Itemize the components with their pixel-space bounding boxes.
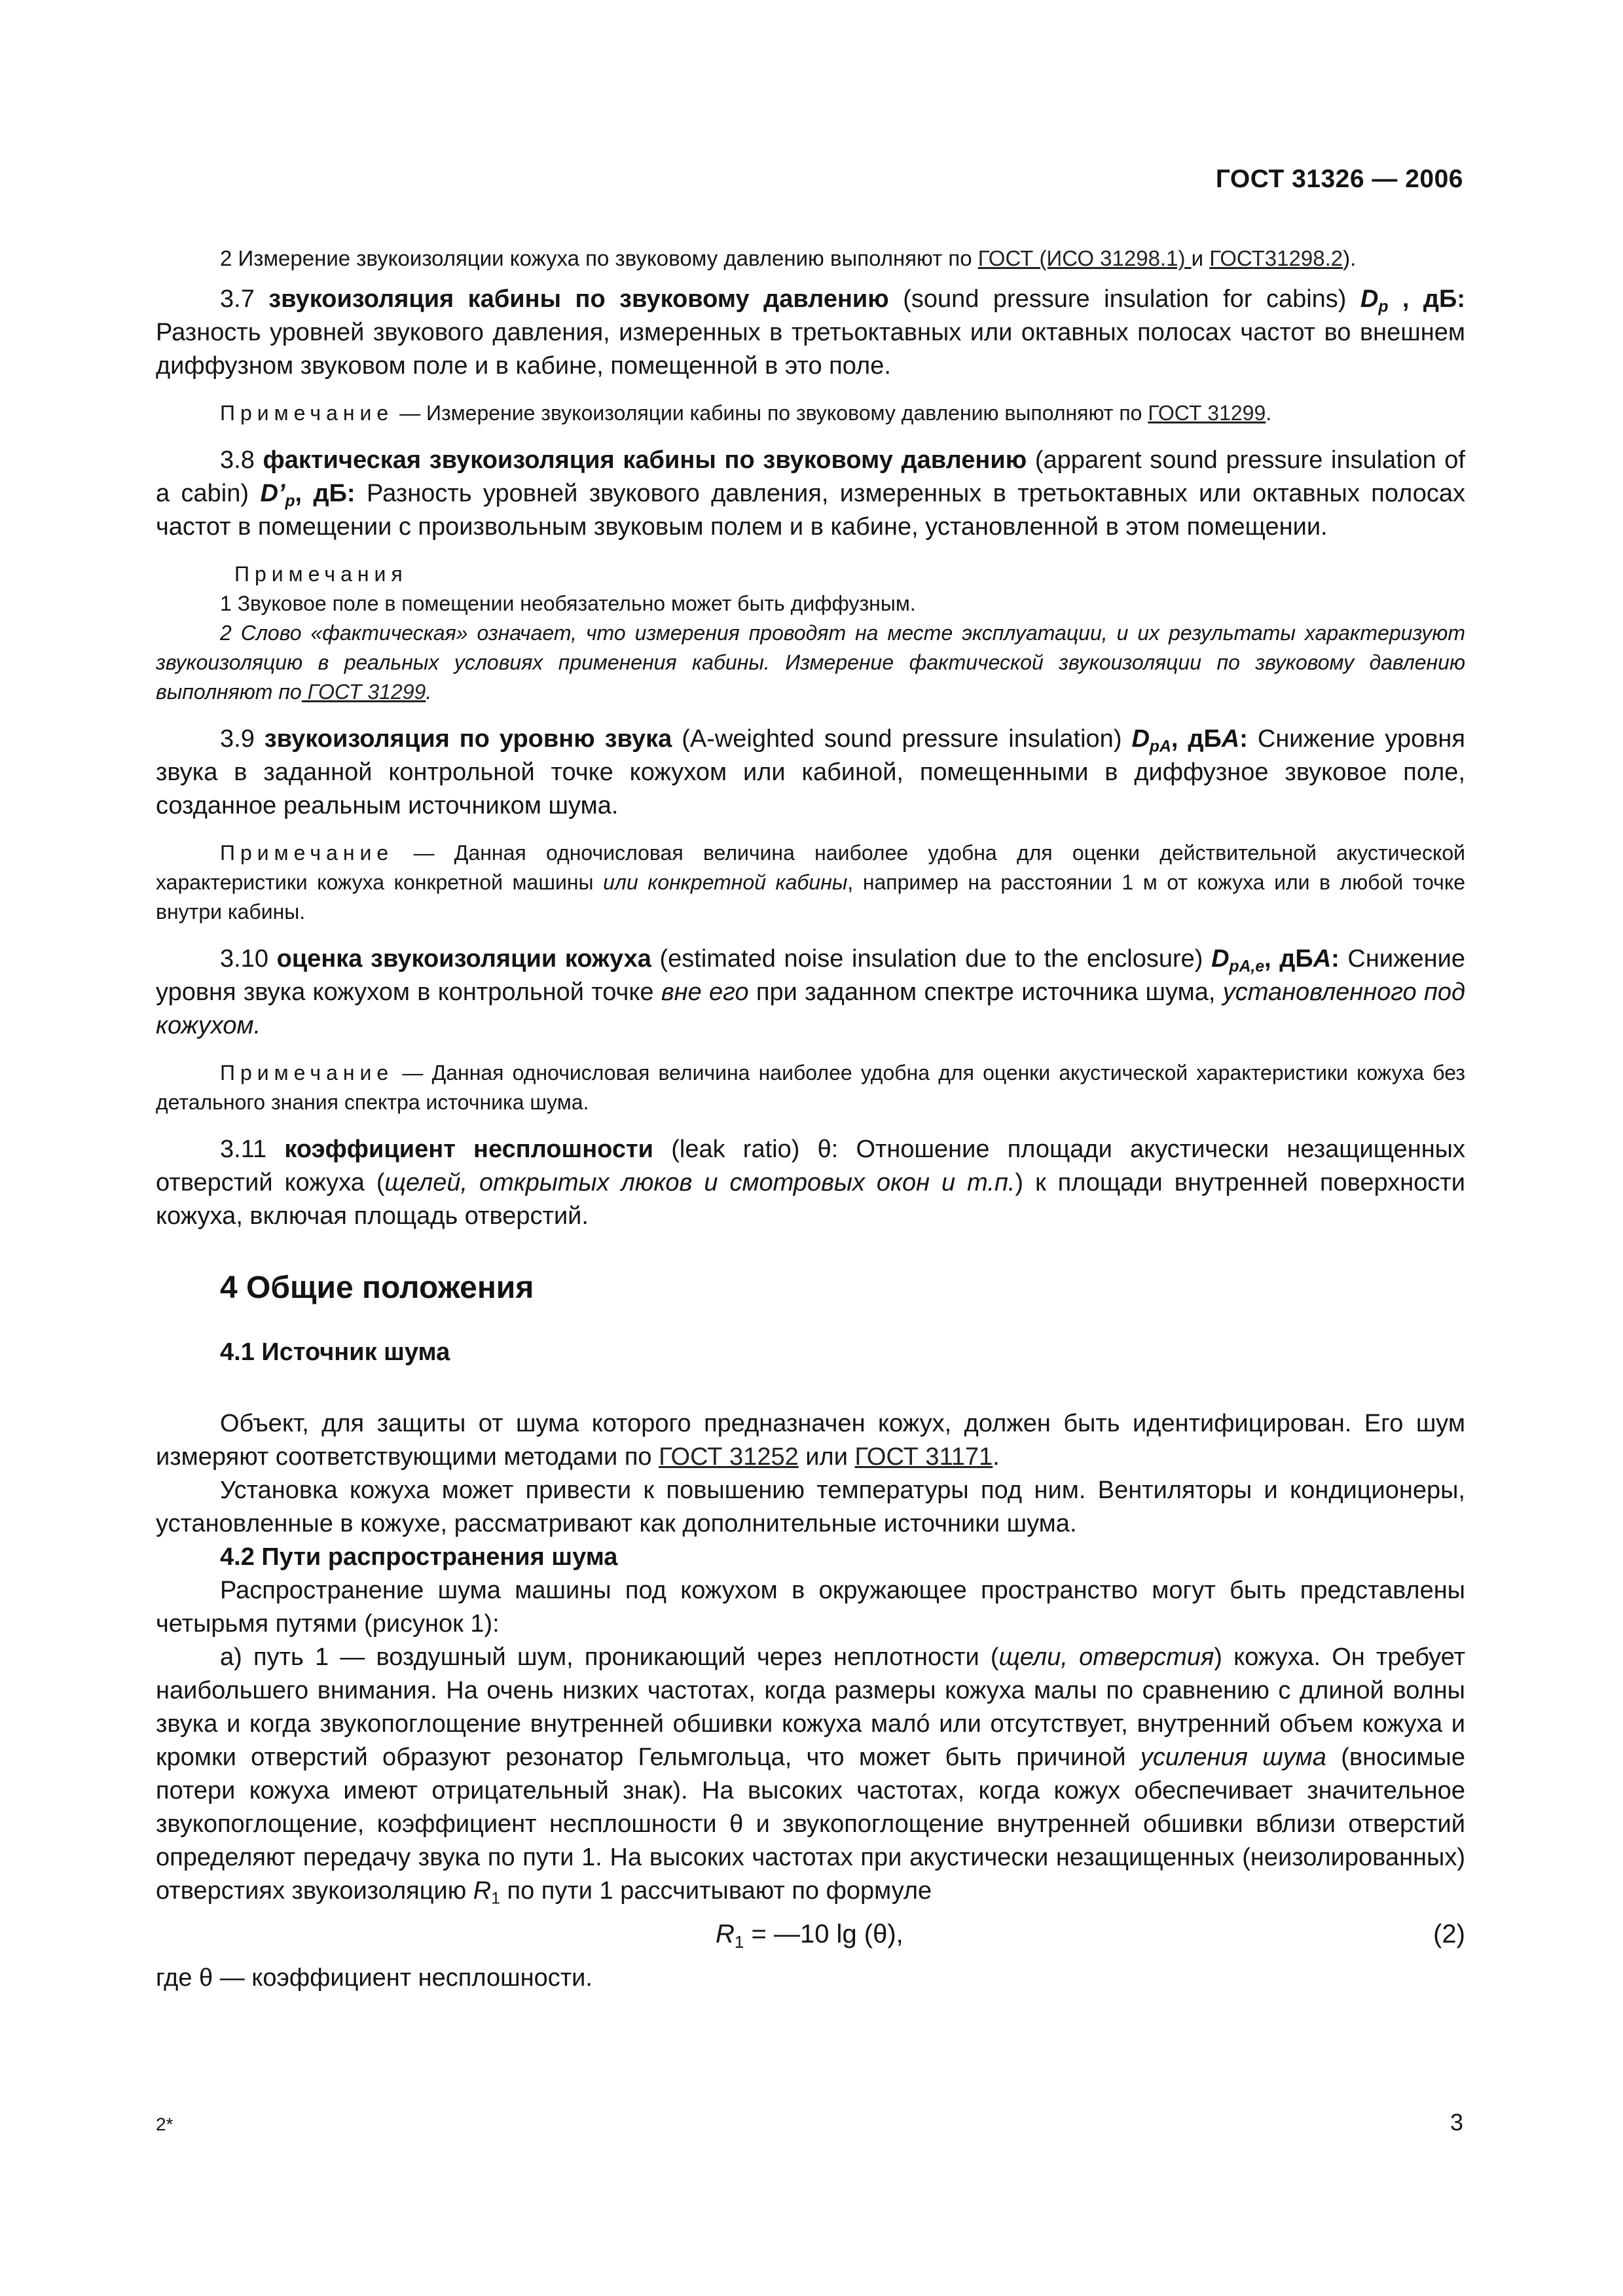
unit-end: : [1331,945,1340,973]
note-text: . [1266,401,1272,425]
unit-italic: A [1313,945,1332,973]
gost-link[interactable]: ГОСТ 31299 [301,680,426,704]
note-text: . [426,680,432,704]
note-3-7 [156,399,1465,428]
unit: , дБ [1264,945,1313,973]
symbol: D [1360,285,1379,313]
definition-italic: вне его [661,978,749,1006]
term: звукоизоляция кабины по звуковому давлению [268,285,889,313]
english-term: (A-weighted sound pressure insulation) [672,725,1132,753]
gost-link[interactable]: ГОСТ (ИСО 31298.1) [977,246,1192,270]
note-text: — Измерение звукоизоляции кабины по звуковому давлению выполняют по [393,401,1148,425]
note-2-previous [156,243,1465,274]
clause-number: 3.10 [220,945,277,973]
symbol-subscript: pA [1149,738,1171,756]
note-3-8-2 [156,619,1465,707]
paragraph-italic: усиления шума [1140,1744,1326,1771]
paragraph-text: ) кожуха. Он требует наибольшего внимания. На очень низких частотах, когда размеры кожуха малы по сравнению с длиной волны звука и когда звукопоглощение внутренней обшивки кожуха малó или отсутствует, внутренний объем кожуха и кромки отверстий образуют резонатор Гельмгольца, что может быть причиной [156,1643,1465,1771]
unit-italic: A [1221,725,1240,753]
note-label: Примечание [220,841,394,865]
paragraph-text: . [993,1443,1000,1471]
definition: ) к площади внутренней поверхности кожуха, включая площадь отверстий. [156,1169,1466,1230]
term: звукоизоляция по уровню звука [264,725,672,753]
definition: Разность уровней звукового давления, измеренных в третьоктавных или октавных полосах частот в помещении с произвольным звуковым полем и в кабине, установленной в этом помещении. [156,480,1466,541]
gost-link[interactable]: ГОСТ 31171 [854,1443,993,1471]
formula-subscript: 1 [734,1931,744,1952]
note-text: , например на расстоянии 1 м от кожуха или в любой точке внутри кабины. [156,870,1466,924]
symbol-subscript: p [1378,298,1389,316]
clause-3-11 [156,1133,1465,1233]
clause-number: 3.8 [220,446,263,474]
english-term: (sound pressure insulation for cabins) [888,285,1360,313]
paragraph-4-1-1 [156,1407,1465,1474]
clause-number: 3.9 [220,725,264,753]
paragraph-4-2-1: Распространение шума машины под кожухом в окружающее пространство могут быть представлены четырьмя путями (рисунок 1): [156,1577,1465,1638]
note-3-8-1: 1 Звуковое поле в помещении необязательно может быть диффузным. [220,592,916,615]
unit: , дБ: [1388,285,1465,313]
gost-link[interactable]: ГОСТ 31252 [659,1443,799,1471]
note-3-9 [156,838,1465,927]
english-term: (apparent sound pressure insulation of a cabin) [156,446,1465,507]
term: коэффициент несплошности [284,1136,654,1163]
note-text: ). [1343,246,1357,270]
definition-italic: установленного под кожухом. [156,978,1465,1039]
symbol-subscript: p [285,492,295,511]
unit: , дБ: [295,480,356,507]
symbol-subscript: pA,e [1229,958,1265,976]
formula-symbol: R [716,1920,735,1948]
symbol: D’ [260,480,285,507]
page-content [156,243,1465,1995]
paragraph-4-1-2: Установка кожуха может привести к повышению температуры под ним. Вентиляторы и кондиционеры, установленные в кожухе, рассматривают как дополнительные источники шума. [156,1477,1465,1537]
term: фактическая звукоизоляция кабины по звуковому давлению [263,446,1027,474]
unit: , дБ [1171,725,1222,753]
english-term: (estimated noise insulation due to the enclosure) [651,945,1212,973]
clause-3-10 [156,942,1465,1043]
subsection-4-1-heading: 4.1 Источник шума [220,1338,450,1366]
unit-end: : [1239,725,1248,753]
symbol: D [1131,725,1150,753]
page-number: 3 [1450,2109,1463,2136]
note-3-10 [156,1058,1465,1117]
clause-3-8 [156,444,1465,544]
term: оценка звукоизоляции кожуха [276,945,651,973]
english-term: (leak ratio) θ: [653,1136,839,1163]
paragraph-text: а) путь 1 — воздушный шум, проникающий через неплотности ( [220,1643,999,1671]
document-header-title: ГОСТ 31326 — 2006 [1215,165,1463,193]
note-text: 2 Измерение звукоизоляции кожуха по звуковому давлению выполняют по [220,246,978,270]
formula-expression [716,1914,903,1954]
formula-2 [156,1914,1465,1954]
notes-label: Примечания [234,562,408,586]
note-text: — Данная одночисловая величина наиболее удобна для оценки действительной акустической характеристики кожуха конкретной машины [156,841,1465,894]
clause-3-9 [156,723,1465,823]
subsection-4-2-heading: 4.2 Пути распространения шума [220,1543,618,1571]
symbol: R [473,1877,492,1905]
definition: Снижение уровня звука кожухом в контрольной точке [156,945,1465,1006]
definition: Разность уровней звукового давления, измеренных в третьоктавных или октавных полосах частот во внешнем диффузном звуковом поле и в кабине, помещенной в это поле. [156,319,1465,380]
symbol: D [1211,945,1230,973]
note-label: Примечание [220,1061,394,1085]
gost-link[interactable]: ГОСТ31298.2 [1209,246,1343,270]
note-text: 2 Слово «фактическая» означает, что измерения проводят на месте эксплуатации, и их результаты характеризуют звукоизоляцию в реальных условиях применения кабины. Измерение фактической звукоизоляции по звуковому давлению выполняют по [156,621,1465,704]
definition-italic: щелей, открытых люков и смотровых окон и т.п. [384,1169,1015,1196]
definition: Отношение площади акустически незащищенных отверстий кожуха ( [156,1136,1465,1196]
paragraph-italic: щели, отверстия [998,1643,1214,1671]
clause-number: 3.11 [220,1136,285,1163]
paragraph-text: или [798,1443,855,1471]
note-label: Примечание [220,401,394,425]
clause-number: 3.7 [220,285,269,313]
gost-link[interactable]: ГОСТ 31299 [1148,401,1266,425]
note-italic: или конкретной кабины [603,870,848,894]
formula-explanation: где θ — коэффициент несплошности. [156,1964,593,1992]
footer-sheet-mark: 2* [156,2114,173,2134]
paragraph-text: по пути 1 рассчитывают по формуле [500,1877,932,1905]
paragraph-4-2-a [156,1641,1465,1908]
note-text: и [1191,246,1210,270]
section-4-heading: 4 Общие положения [220,1270,534,1305]
formula-number: (2) [1433,1920,1465,1948]
definition: при заданном спектре источника шума, [748,978,1223,1006]
notes-3-8 [156,560,1465,707]
formula-text: = —10 lg (θ), [744,1920,903,1948]
note-text: — Данная одночисловая величина наиболее удобна для оценки акустической характеристики кожуха без детального знания спектра источника шума. [156,1061,1465,1114]
symbol-subscript: 1 [491,1890,500,1908]
clause-3-7 [156,283,1465,383]
paragraph-text: (вносимые потери кожуха имеют отрицательный знак). На высоких частотах, когда кожух обеспечивает значительное звукопоглощение, коэффициент несплошности θ и звукопоглощение внутренней обшивки вблизи отверстий определяют передачу звука по пути 1. На высоких частотах при акустически незащищенных (неизолированных) отверстиях звукоизоляцию [156,1744,1465,1905]
definition: Снижение уровня звука в заданной контрольной точке кожухом или кабиной, помещенными в диффузное звуковое поле, созданное реальным источником шума. [156,725,1465,819]
paragraph-text: Объект, для защиты от шума которого предназначен кожух, должен быть идентифицирован. Его шум измеряют соответствующими методами по [156,1410,1465,1471]
